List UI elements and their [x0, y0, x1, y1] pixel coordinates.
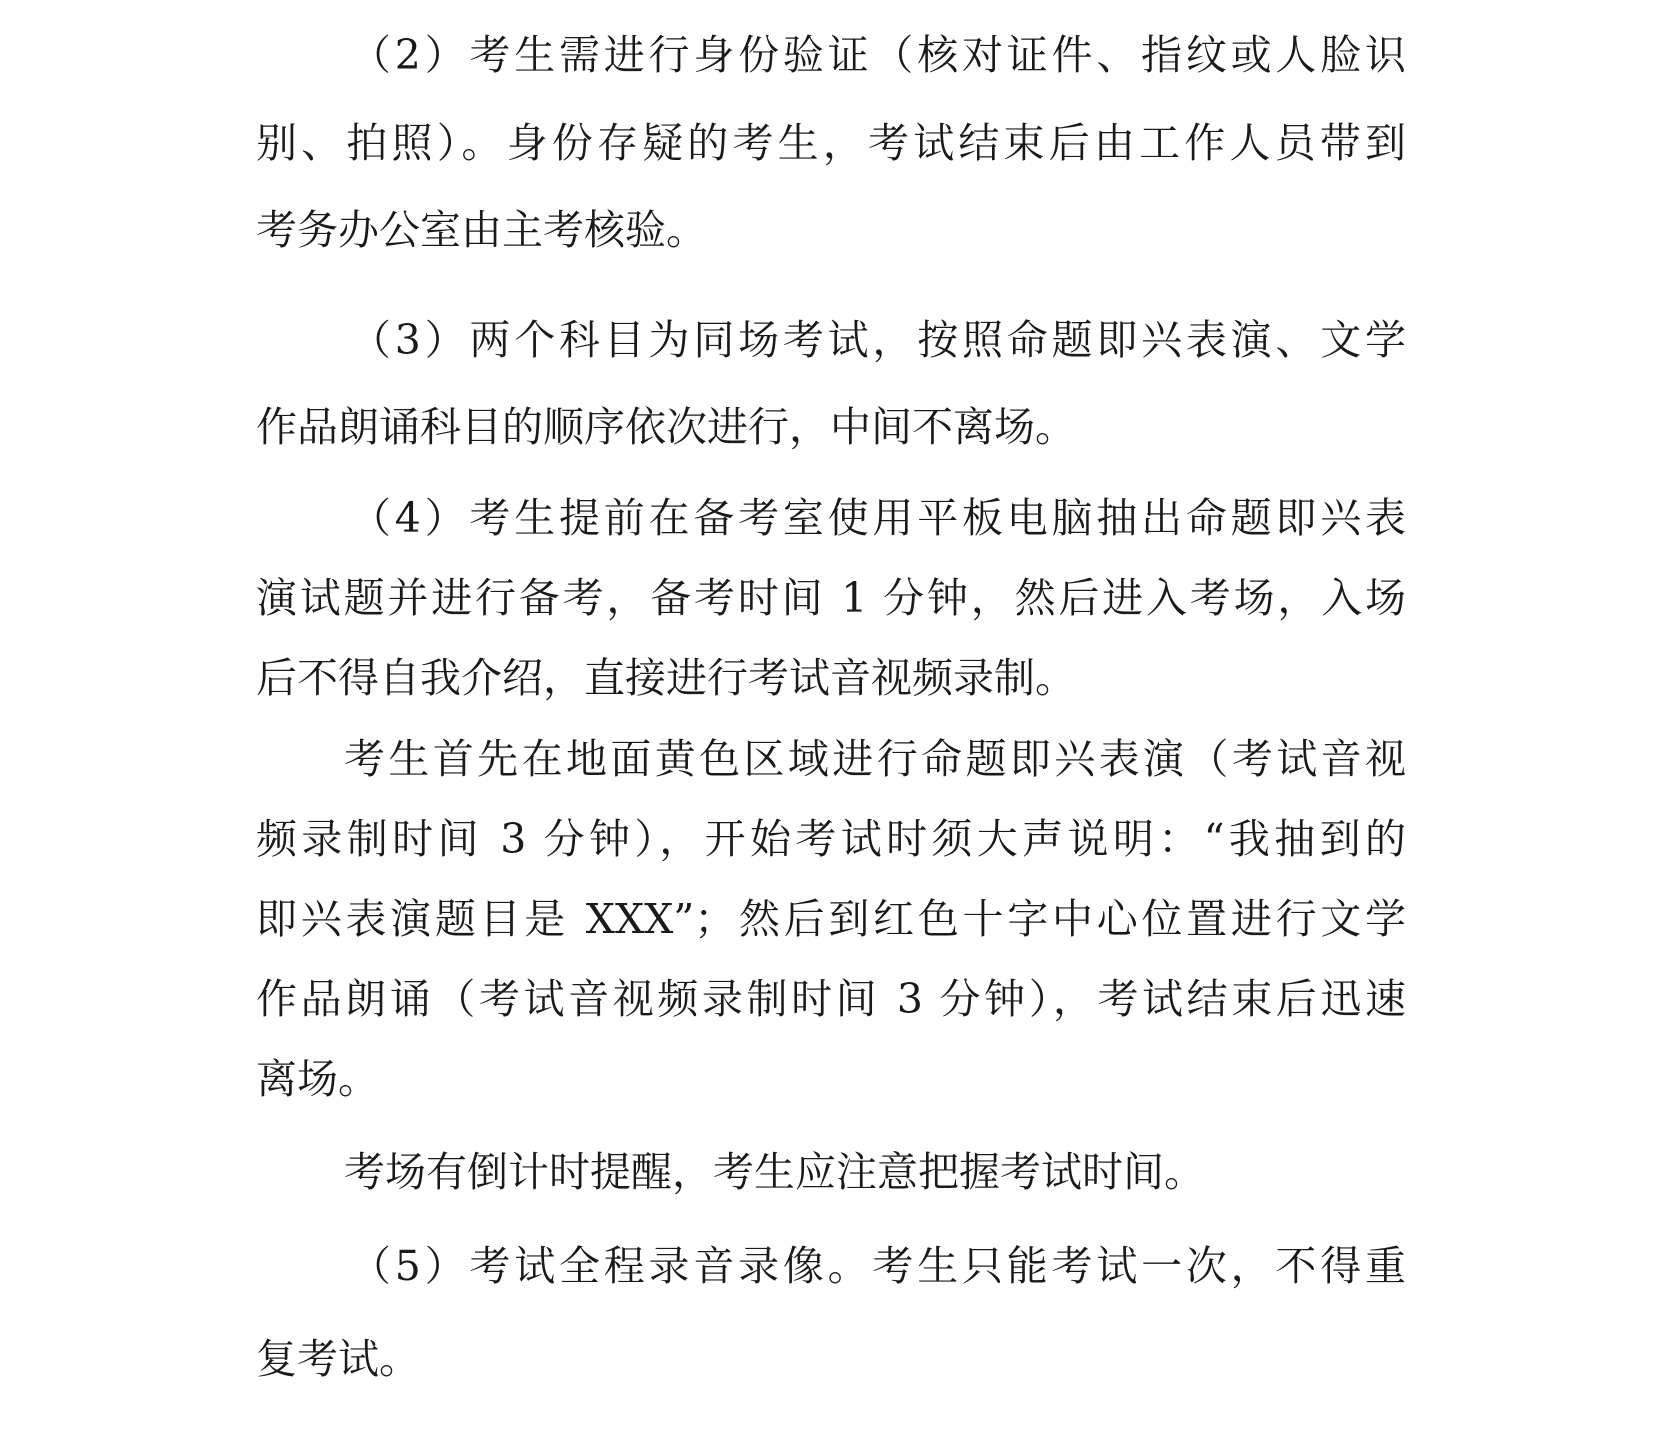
- paragraph-line: 离场。: [256, 1055, 379, 1103]
- paragraph-line: （3）两个科目为同场考试，按照命题即兴表演、文学: [350, 316, 1406, 364]
- paragraph-line: 后不得自我介绍，直接进行考试音视频录制。: [256, 654, 1076, 702]
- paragraph-line: 复考试。: [256, 1335, 420, 1383]
- paragraph-line: 考务办公室由主考核验。: [256, 206, 707, 254]
- paragraph-line: 即兴表演题目是 XXX”；然后到红色十字中心位置进行文学: [256, 895, 1406, 943]
- paragraph-line: 考场有倒计时提醒，考生应注意把握考试时间。: [344, 1148, 1205, 1196]
- paragraph-line: （5）考试全程录音录像。考生只能考试一次，不得重: [350, 1242, 1406, 1290]
- paragraph-line: 作品朗诵（考试音视频录制时间 3 分钟），考试结束后迅速: [256, 975, 1406, 1023]
- paragraph-line: 别、拍照）。身份存疑的考生，考试结束后由工作人员带到: [256, 119, 1406, 167]
- paragraph-line: 考生首先在地面黄色区域进行命题即兴表演（考试音视: [344, 735, 1406, 783]
- paragraph-line: （2）考生需进行身份验证（核对证件、指纹或人脸识: [350, 31, 1406, 79]
- paragraph-line: （4）考生提前在备考室使用平板电脑抽出命题即兴表: [350, 494, 1406, 542]
- paragraph-line: 演试题并进行备考，备考时间 1 分钟，然后进入考场，入场: [256, 574, 1406, 622]
- paragraph-line: 作品朗诵科目的顺序依次进行，中间不离场。: [256, 403, 1076, 451]
- paragraph-line: 频录制时间 3 分钟），开始考试时须大声说明：“我抽到的: [256, 815, 1406, 863]
